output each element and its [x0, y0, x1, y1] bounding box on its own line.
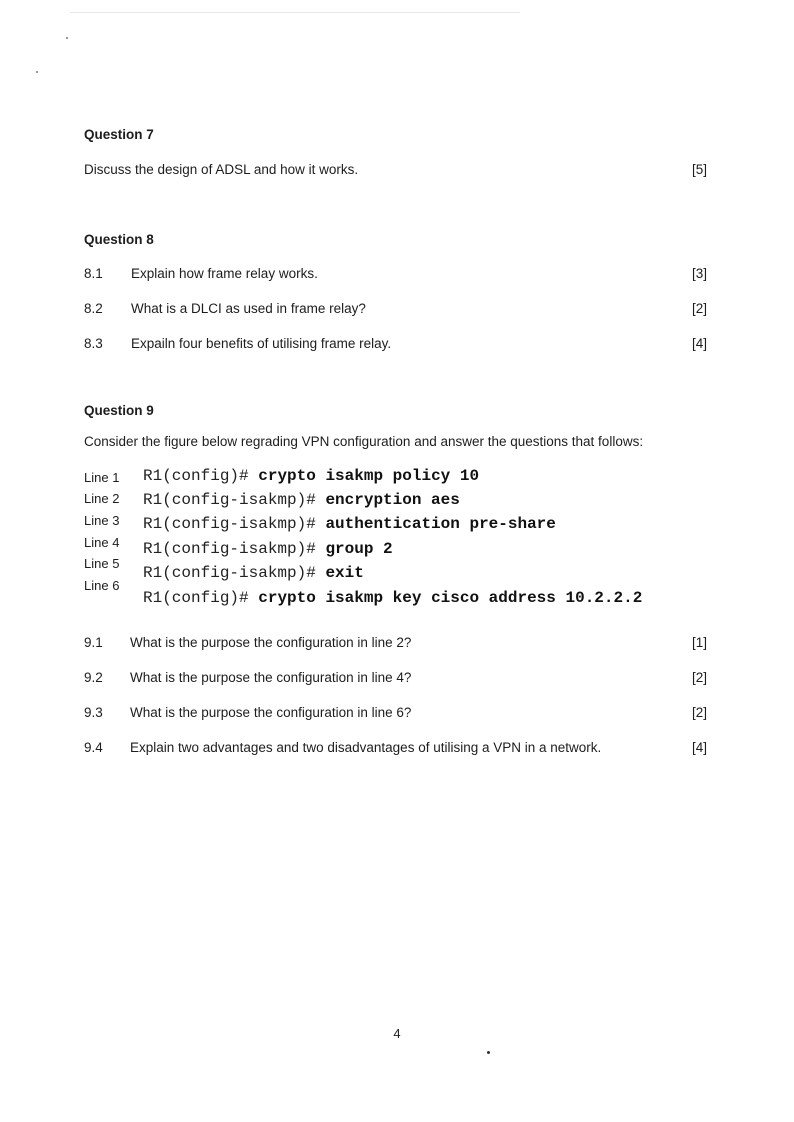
config-prompt: R1(config-isakmp)# — [143, 491, 316, 509]
config-prompt: R1(config)# — [143, 467, 249, 485]
item-mark: [2] — [691, 670, 707, 685]
scan-speck — [66, 37, 68, 39]
config-line — [143, 540, 393, 558]
item-mark: [4] — [691, 740, 707, 755]
item-text: Explain how frame relay works. — [131, 266, 318, 281]
question-9-title: Question 9 — [84, 403, 154, 418]
item-text: What is a DLCI as used in frame relay? — [131, 301, 366, 316]
item-text: Explain two advantages and two disadvantages of utilising a VPN in a network. — [130, 740, 602, 755]
line-label: Line 5 — [84, 556, 120, 571]
line-label: Line 1 — [84, 470, 120, 485]
config-line — [143, 515, 556, 533]
scan-artifact-line — [70, 12, 520, 13]
config-line — [143, 589, 642, 607]
config-prompt: R1(config-isakmp)# — [143, 540, 316, 558]
config-command: encryption aes — [325, 491, 460, 509]
config-command: group 2 — [325, 540, 393, 558]
item-text: What is the purpose the configuration in line 2? — [130, 635, 412, 650]
config-line — [143, 467, 479, 485]
scan-speck — [487, 1051, 490, 1054]
scan-speck — [36, 71, 38, 73]
line-label: Line 4 — [84, 535, 120, 550]
item-mark: [3] — [691, 266, 707, 281]
page-number: 4 — [393, 1026, 401, 1041]
item-number: 9.1 — [84, 635, 103, 650]
config-command: authentication pre-share — [325, 515, 556, 533]
line-label: Line 3 — [84, 513, 120, 528]
line-label: Line 6 — [84, 578, 120, 593]
item-number: 8.3 — [84, 336, 103, 351]
item-number: 8.2 — [84, 301, 103, 316]
config-command: exit — [325, 564, 364, 582]
item-mark: [4] — [691, 336, 707, 351]
line-label: Line 2 — [84, 491, 120, 506]
config-line — [143, 491, 460, 509]
item-number: 8.1 — [84, 266, 103, 281]
question-7-text: Discuss the design of ADSL and how it works. — [84, 162, 359, 177]
config-prompt: R1(config-isakmp)# — [143, 515, 316, 533]
question-7-title: Question 7 — [84, 127, 154, 142]
config-command: crypto isakmp policy 10 — [258, 467, 480, 485]
item-mark: [2] — [691, 301, 707, 316]
item-number: 9.4 — [84, 740, 103, 755]
config-prompt: R1(config-isakmp)# — [143, 564, 316, 582]
item-mark: [1] — [691, 635, 707, 650]
item-text: What is the purpose the configuration in line 6? — [130, 705, 412, 720]
item-number: 9.2 — [84, 670, 103, 685]
question-7-mark: [5] — [691, 162, 707, 177]
item-text: What is the purpose the configuration in line 4? — [130, 670, 412, 685]
item-mark: [2] — [691, 705, 707, 720]
item-number: 9.3 — [84, 705, 103, 720]
config-line — [143, 564, 364, 582]
item-text: Expailn four benefits of utilising frame relay. — [131, 336, 392, 351]
config-prompt: R1(config)# — [143, 589, 249, 607]
question-9-intro: Consider the figure below regrading VPN configuration and answer the questions that follows: — [84, 434, 644, 449]
config-command: crypto isakmp key cisco address 10.2.2.2 — [258, 589, 643, 607]
question-8-title: Question 8 — [84, 232, 154, 247]
